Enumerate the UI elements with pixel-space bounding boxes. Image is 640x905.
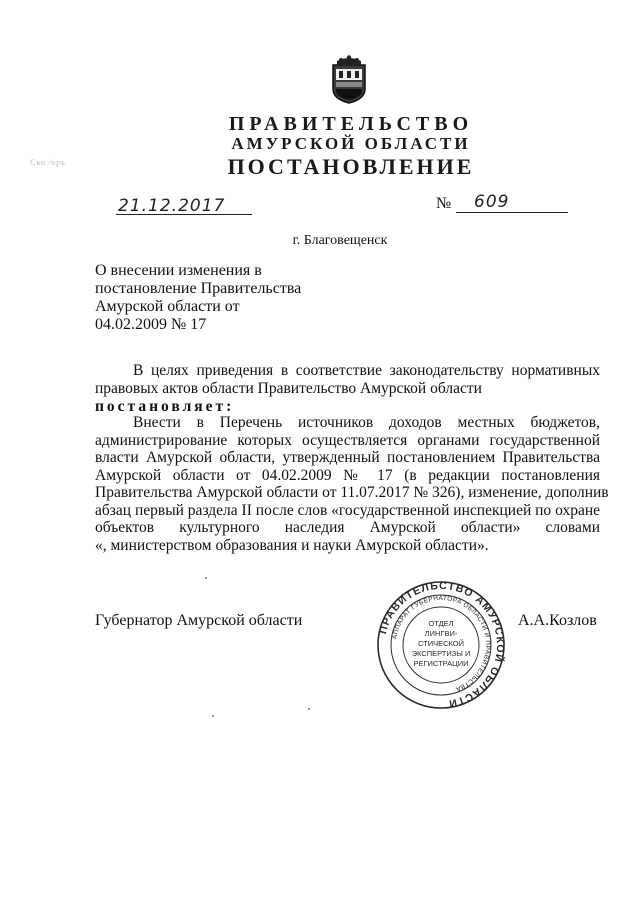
- document-number: 609: [474, 192, 510, 212]
- stamp-center-line: ОТДЕЛ: [428, 619, 454, 628]
- body-line: Правительства Амурской области от 11.07.2017 № 326), изменение, дополнив: [95, 484, 609, 501]
- number-sign: №: [436, 195, 452, 212]
- scan-speck: [308, 708, 310, 710]
- body-line: «, министерством образования и науки Амурской области».: [95, 536, 489, 554]
- stamp-center-line: ЭКСПЕРТИЗЫ И: [411, 649, 471, 658]
- stamp-center-line: СТИЧЕСКОЙ: [417, 639, 465, 648]
- official-stamp: [376, 580, 506, 710]
- subject-line: Амурской области от: [95, 298, 240, 315]
- body-line: власти Амурской области, утвержденный постановлением Правительства: [95, 449, 600, 466]
- document-date: 21.12.2017: [118, 196, 226, 216]
- stamp-inner-text: АППАРАТ ГУБЕРНАТОРА ОБЛАСТИ И ПРАВИТЕЛЬСТВА: [391, 594, 492, 693]
- body-line: объектов культурного наследия Амурской области» словами: [95, 519, 600, 536]
- date-underline: [116, 214, 252, 215]
- stamp-center-line: РЕГИСТРАЦИИ: [413, 659, 469, 668]
- document-type-title: ПОСТАНОВЛЕНИЕ: [227, 154, 475, 179]
- subject-line: О внесении изменения в: [95, 262, 262, 279]
- resolution-paragraph: [95, 414, 609, 554]
- preamble-line: В целях приведения в соответствие законодательству нормативных: [133, 362, 600, 379]
- body-line: администрирование которых осуществляется органами государственной: [95, 431, 600, 449]
- signatory-position: Губернатор Амурской области: [95, 612, 303, 629]
- coat-of-arms-emblem: [327, 55, 371, 105]
- subject-block: [95, 262, 301, 334]
- stamp-center-line: ЛИНГВИ-: [424, 629, 458, 638]
- subject-line: постановление Правительства: [95, 280, 302, 297]
- resolves-label: постановляет:: [95, 398, 235, 415]
- faded-mark: Ско ⁄орь: [30, 158, 66, 167]
- body-line: Внести в Перечень источников доходов местных бюджетов,: [133, 414, 600, 431]
- city-label: г. Благовещенск: [292, 233, 388, 248]
- number-underline: [456, 212, 568, 213]
- stamp-outer-text: ПРАВИТЕЛЬСТВО АМУРСКОЙ ОБЛАСТИ: [377, 580, 506, 710]
- government-name-line1: ПРАВИТЕЛЬСТВО: [228, 113, 474, 135]
- government-name-line2: АМУРСКОЙ ОБЛАСТИ: [231, 134, 471, 153]
- body-line: абзац первый раздела II после слов «государственной инспекцией по охране: [95, 501, 600, 519]
- subject-line: 04.02.2009 № 17: [95, 316, 207, 333]
- preamble-line: правовых актов области Правительство Амурской области: [95, 379, 482, 397]
- preamble-paragraph: [95, 362, 600, 397]
- scan-speck: [205, 577, 207, 579]
- body-line: Амурской области от 04.02.2009 № 17 (в редакции постановления: [95, 466, 600, 484]
- signatory-name: А.А.Козлов: [518, 612, 597, 629]
- scan-speck: [212, 715, 214, 717]
